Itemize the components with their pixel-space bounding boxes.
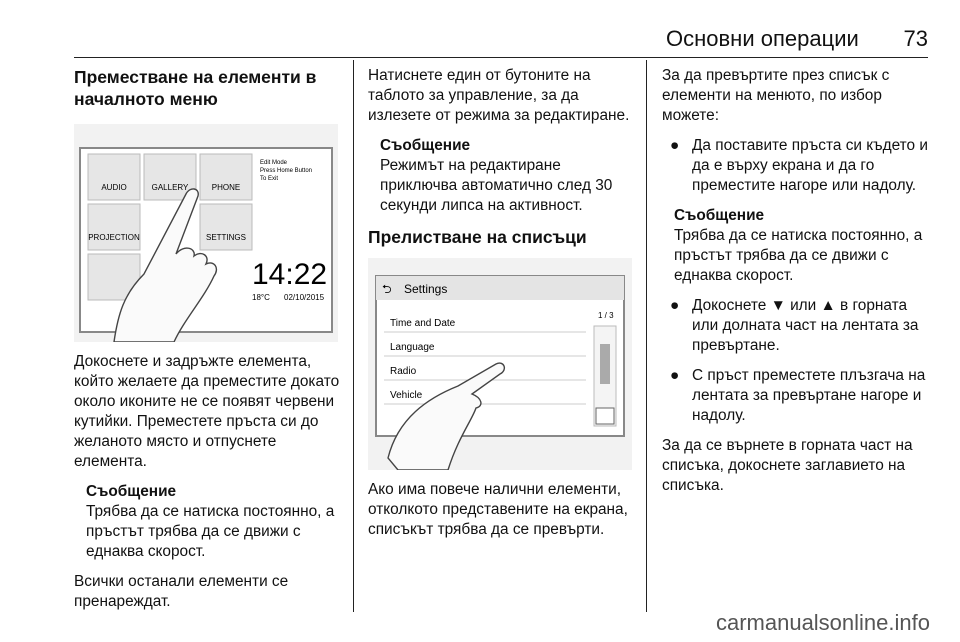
- edit-press-home-text: Press Home Button: [260, 168, 313, 174]
- scroll-down-button: [596, 408, 614, 424]
- bullet-item-3-text: С пръст преместете плъзгача на лентата за превъртане нагоре и надолу.: [692, 367, 926, 424]
- section-title: Основни операции: [666, 26, 859, 51]
- column-divider-1: [353, 60, 354, 612]
- bullet-item-2: [662, 296, 930, 356]
- note-2-title: Съобщение: [380, 137, 471, 154]
- bullet-item-3: [662, 366, 930, 426]
- para-touch-hold: Докоснете и задръжте елемента, който желаете да преместите докато около иконите не се появят червени кутийки. Преместете пръста си до желаното място и отпуснете елемента.: [74, 353, 340, 470]
- back-arrow-icon: ⮌: [382, 282, 392, 296]
- list-page-indicator: 1 / 3: [598, 311, 614, 320]
- note-2: [380, 136, 636, 216]
- para-return-top: За да се върнете в горната част на списъка, докоснете заглавието на списъка.: [662, 437, 913, 494]
- tile-phone: PHONE: [211, 183, 241, 192]
- para-exit-edit: Натиснете един от бутоните на таблото за управление, за да излезете от режима за редактиране.: [368, 67, 630, 124]
- bullet-icon: ●: [670, 137, 680, 154]
- scrollbar-thumb: [600, 344, 610, 384]
- note-3-text: Трябва да се натиска постоянно, а пръстът трябва да се движи с еднаква скорост.: [674, 227, 923, 284]
- list-item-language: Language: [390, 342, 435, 353]
- settings-list-illustration: [368, 258, 632, 470]
- tile-projection: PROJECTION: [88, 233, 140, 242]
- list-item-radio: Radio: [390, 366, 417, 377]
- heading-move-items: Преместване на елементи в началното меню: [74, 67, 317, 109]
- column-3: [662, 66, 930, 506]
- bullet-icon: ●: [670, 367, 680, 384]
- clock-date: 02/10/2015: [284, 293, 325, 302]
- para-rearrange: Всички останали елементи се пренареждат.: [74, 573, 289, 610]
- figure-settings-list: [368, 258, 632, 470]
- header-rule: [74, 57, 928, 58]
- watermark: carmanualsonline.info: [715, 610, 930, 635]
- list-title: Settings: [404, 282, 448, 296]
- figure-home-menu: [74, 124, 338, 342]
- tile-settings: SETTINGS: [205, 233, 247, 242]
- para-more-items: Ако има повече налични елементи, отколкото представените на екрана, списъкът трябва да се превърти.: [368, 481, 628, 538]
- column-2: [368, 66, 636, 550]
- edit-to-exit-text: To Exit: [260, 176, 279, 182]
- para-scroll-options: За да превъртите през списък с елементи на менюто, по избор можете:: [662, 67, 890, 124]
- note-3-title: Съобщение: [674, 207, 765, 224]
- list-item-time-date: Time and Date: [390, 318, 456, 329]
- note-1-text: Трябва да се натиска постоянно, а пръстът трябва да се движи с еднаква скорост.: [86, 503, 335, 560]
- note-2-text: Режимът на редактиране приключва автоматично след 30 секунди липса на активност.: [380, 157, 613, 214]
- note-1-title: Съобщение: [86, 483, 177, 500]
- clock-time: 14:22: [252, 258, 328, 291]
- note-1: [86, 482, 342, 562]
- column-1: [74, 66, 342, 622]
- tile-audio: AUDIO: [101, 183, 127, 192]
- tile-gallery: GALLERY: [151, 183, 189, 192]
- bullet-item-1: [662, 136, 930, 196]
- list-item-vehicle: Vehicle: [390, 390, 423, 401]
- column-divider-2: [646, 60, 647, 612]
- bullet-item-2-text: Докоснете ▼ или ▲ в горната или долната част на лентата за превъртане.: [692, 297, 919, 354]
- bullet-item-1-text: Да поставите пръста си където и да е върху екрана и да го преместите нагоре или надолу.: [692, 137, 928, 194]
- home-menu-illustration: [74, 124, 338, 342]
- heading-scroll-lists: Прелистване на списъци: [368, 227, 587, 247]
- note-3: [674, 206, 930, 286]
- clock-temperature: 18°C: [252, 293, 270, 302]
- bullet-icon: ●: [670, 297, 680, 314]
- page-number: 73: [903, 26, 928, 51]
- edit-mode-text: Edit Mode: [260, 160, 288, 166]
